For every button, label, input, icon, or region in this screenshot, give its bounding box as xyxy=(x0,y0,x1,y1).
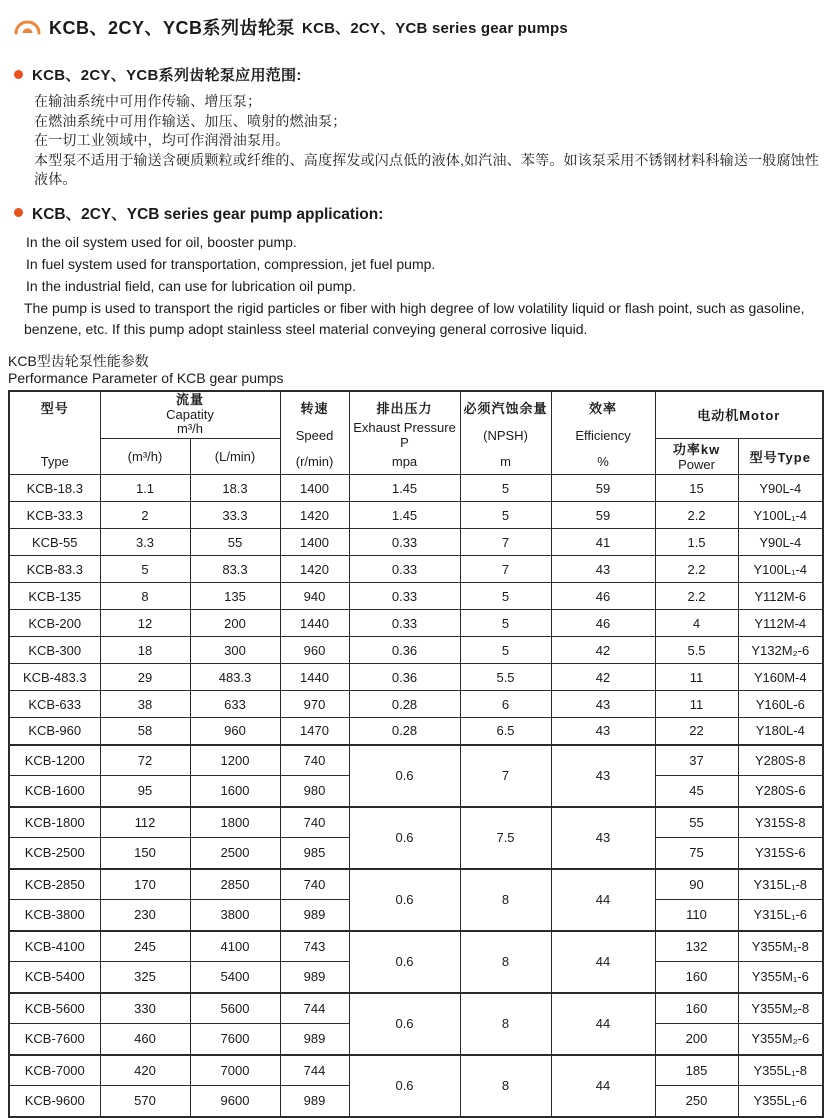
table-cell: 740 xyxy=(280,745,349,776)
motor-model-cell: Y355M₂-8 xyxy=(738,993,823,1024)
header-npsh-zh: 必须汽蚀余量 xyxy=(463,400,548,416)
table-row xyxy=(9,502,823,529)
motor-model-cell: Y355M₁-8 xyxy=(738,931,823,962)
header-motor xyxy=(655,391,823,439)
table-row xyxy=(9,664,823,691)
header-pressure-zh: 排出压力 xyxy=(376,400,433,416)
table-cell: 170 xyxy=(100,869,190,900)
table-row xyxy=(9,931,823,962)
pump-model-cell: KCB-1800 xyxy=(9,807,100,838)
table-cell: 7 xyxy=(460,529,551,556)
text-line: In the oil system used for oil, booster pump. xyxy=(26,233,297,250)
table-cell: 7 xyxy=(460,556,551,583)
bullet-icon xyxy=(14,70,23,79)
header-pressure xyxy=(349,391,460,475)
table-cell: 46 xyxy=(551,583,655,610)
shared-efficiency-cell: 44 xyxy=(551,1055,655,1117)
performance-table-head xyxy=(9,391,823,475)
table-row xyxy=(9,718,823,745)
shared-npsh-cell: 7.5 xyxy=(460,807,551,869)
table-cell: 1.1 xyxy=(100,475,190,502)
section-heading-zh-text: KCB、2CY、YCB系列齿轮泵应用范围: xyxy=(32,67,302,84)
table-cell: 72 xyxy=(100,745,190,776)
header-capacity-m3h-label: (m³/h) xyxy=(127,449,163,464)
page-title xyxy=(14,14,822,40)
application-section-zh xyxy=(8,64,822,190)
table-cell: 160 xyxy=(655,962,738,993)
table-cell: 3800 xyxy=(190,900,280,931)
pump-model-cell: KCB-33.3 xyxy=(9,502,100,529)
table-cell: 2.2 xyxy=(655,502,738,529)
table-cell: 38 xyxy=(100,691,190,718)
table-cell: 150 xyxy=(100,838,190,869)
header-capacity-lmin-label: (L/min) xyxy=(214,449,256,464)
header-capacity-m3h xyxy=(100,439,190,475)
table-cell: 7600 xyxy=(190,1024,280,1055)
pump-model-cell: KCB-2850 xyxy=(9,869,100,900)
table-cell: 940 xyxy=(280,583,349,610)
bullet-icon xyxy=(14,208,23,217)
shared-efficiency-cell: 43 xyxy=(551,745,655,807)
section-heading-zh xyxy=(14,64,822,85)
table-cell: 245 xyxy=(100,931,190,962)
table-cell: 325 xyxy=(100,962,190,993)
table-cell: 483.3 xyxy=(190,664,280,691)
motor-model-cell: Y90L-4 xyxy=(738,475,823,502)
table-cell: 633 xyxy=(190,691,280,718)
table-cell: 95 xyxy=(100,776,190,807)
table-cell: 250 xyxy=(655,1086,738,1117)
table-cell: 980 xyxy=(280,776,349,807)
motor-model-cell: Y112M-6 xyxy=(738,583,823,610)
table-title-zh: KCB型齿轮泵性能参数 xyxy=(8,352,149,369)
header-capacity-en: Capatity xyxy=(166,406,214,422)
table-cell: 110 xyxy=(655,900,738,931)
table-cell: 5.5 xyxy=(655,637,738,664)
table-cell: 45 xyxy=(655,776,738,807)
table-cell: 6.5 xyxy=(460,718,551,745)
pump-model-cell: KCB-300 xyxy=(9,637,100,664)
shared-npsh-cell: 7 xyxy=(460,745,551,807)
section-heading-en-text: KCB、2CY、YCB series gear pump application: xyxy=(32,205,384,223)
table-cell: 8 xyxy=(100,583,190,610)
motor-model-cell: Y315S-6 xyxy=(738,838,823,869)
motor-model-cell: Y90L-4 xyxy=(738,529,823,556)
table-cell: 112 xyxy=(100,807,190,838)
table-cell: 1.45 xyxy=(349,502,460,529)
motor-model-cell: Y280S-6 xyxy=(738,776,823,807)
table-cell: 985 xyxy=(280,838,349,869)
motor-model-cell: Y315S-8 xyxy=(738,807,823,838)
header-type-en: Type xyxy=(40,453,69,469)
table-cell: 46 xyxy=(551,610,655,637)
table-cell: 200 xyxy=(655,1024,738,1055)
header-motor-label: 电动机Motor xyxy=(697,408,781,424)
table-cell: 5 xyxy=(460,637,551,664)
motor-model-cell: Y280S-8 xyxy=(738,745,823,776)
shared-npsh-cell: 8 xyxy=(460,869,551,931)
motor-model-cell: Y100L₁-4 xyxy=(738,556,823,583)
table-cell: 6 xyxy=(460,691,551,718)
page-title-zh: KCB、2CY、YCB系列齿轮泵 xyxy=(49,18,296,38)
table-cell: 43 xyxy=(551,691,655,718)
motor-model-cell: Y100L₁-4 xyxy=(738,502,823,529)
table-row xyxy=(9,993,823,1024)
table-cell: 1600 xyxy=(190,776,280,807)
table-cell: 570 xyxy=(100,1086,190,1117)
application-lines-zh xyxy=(34,92,830,190)
table-row xyxy=(9,475,823,502)
pump-model-cell: KCB-83.3 xyxy=(9,556,100,583)
shared-pressure-cell: 0.6 xyxy=(349,745,460,807)
table-cell: 0.33 xyxy=(349,610,460,637)
performance-table-body xyxy=(9,475,823,1117)
shared-efficiency-cell: 44 xyxy=(551,931,655,993)
header-capacity-unit: m³/h xyxy=(177,421,203,436)
table-cell: 744 xyxy=(280,993,349,1024)
table-cell: 83.3 xyxy=(190,556,280,583)
table-row xyxy=(9,691,823,718)
motor-model-cell: Y112M-4 xyxy=(738,610,823,637)
header-speed xyxy=(280,391,349,475)
table-row xyxy=(9,869,823,900)
table-cell: 43 xyxy=(551,718,655,745)
table-row xyxy=(9,745,823,776)
shared-efficiency-cell: 44 xyxy=(551,869,655,931)
table-cell: 989 xyxy=(280,962,349,993)
arc-logo-icon xyxy=(14,19,41,35)
pump-model-cell: KCB-7000 xyxy=(9,1055,100,1086)
table-cell: 0.28 xyxy=(349,718,460,745)
table-title-en: Performance Parameter of KCB gear pumps xyxy=(8,369,284,386)
pump-model-cell: KCB-18.3 xyxy=(9,475,100,502)
table-cell: 740 xyxy=(280,807,349,838)
table-cell: 743 xyxy=(280,931,349,962)
table-cell: 4100 xyxy=(190,931,280,962)
table-cell: 160 xyxy=(655,993,738,1024)
table-cell: 5 xyxy=(460,502,551,529)
header-npsh-unit: m xyxy=(500,453,511,469)
shared-npsh-cell: 8 xyxy=(460,931,551,993)
table-cell: 1800 xyxy=(190,807,280,838)
table-row xyxy=(9,610,823,637)
motor-model-cell: Y315L₁-6 xyxy=(738,900,823,931)
pump-model-cell: KCB-200 xyxy=(9,610,100,637)
table-cell: 2 xyxy=(100,502,190,529)
table-cell: 300 xyxy=(190,637,280,664)
table-cell: 7000 xyxy=(190,1055,280,1086)
table-cell: 12 xyxy=(100,610,190,637)
table-cell: 43 xyxy=(551,556,655,583)
text-line: 在燃油系统中可用作输送、加压、喷射的燃油泵； xyxy=(34,112,347,129)
table-cell: 5.5 xyxy=(460,664,551,691)
header-motor-type xyxy=(738,439,823,475)
table-cell: 2850 xyxy=(190,869,280,900)
table-cell: 37 xyxy=(655,745,738,776)
table-cell: 230 xyxy=(100,900,190,931)
table-cell: 0.33 xyxy=(349,556,460,583)
header-efficiency xyxy=(551,391,655,475)
header-power-en: Power xyxy=(678,456,715,472)
table-cell: 5600 xyxy=(190,993,280,1024)
table-cell: 460 xyxy=(100,1024,190,1055)
pump-model-cell: KCB-483.3 xyxy=(9,664,100,691)
table-cell: 59 xyxy=(551,475,655,502)
table-cell: 0.33 xyxy=(349,529,460,556)
table-cell: 185 xyxy=(655,1055,738,1086)
motor-model-cell: Y355L₁-6 xyxy=(738,1086,823,1117)
motor-model-cell: Y132M₂-6 xyxy=(738,637,823,664)
header-power-zh: 功率kw xyxy=(672,441,721,457)
pump-model-cell: KCB-5400 xyxy=(9,962,100,993)
table-cell: 330 xyxy=(100,993,190,1024)
header-capacity xyxy=(100,391,280,439)
header-capacity-lmin xyxy=(190,439,280,475)
header-motor-type-label: 型号Type xyxy=(749,450,811,465)
motor-model-cell: Y160L-6 xyxy=(738,691,823,718)
table-cell: 989 xyxy=(280,900,349,931)
motor-model-cell: Y355L₁-8 xyxy=(738,1055,823,1086)
text-line: In the industrial field, can use for lubrication oil pump. xyxy=(26,277,356,294)
table-cell: 0.28 xyxy=(349,691,460,718)
table-row xyxy=(9,556,823,583)
header-efficiency-zh: 效率 xyxy=(589,400,618,416)
table-cell: 41 xyxy=(551,529,655,556)
table-cell: 1420 xyxy=(280,502,349,529)
table-cell: 960 xyxy=(190,718,280,745)
table-cell: 2.2 xyxy=(655,556,738,583)
table-row xyxy=(9,807,823,838)
table-cell: 5 xyxy=(460,583,551,610)
table-cell: 1440 xyxy=(280,664,349,691)
header-npsh-en: (NPSH) xyxy=(483,427,528,443)
shared-npsh-cell: 8 xyxy=(460,1055,551,1117)
table-cell: 970 xyxy=(280,691,349,718)
table-cell: 90 xyxy=(655,869,738,900)
table-cell: 744 xyxy=(280,1055,349,1086)
motor-model-cell: Y180L-4 xyxy=(738,718,823,745)
pump-model-cell: KCB-1200 xyxy=(9,745,100,776)
text-line: 在输油系统中可用作传输、增压泵； xyxy=(34,93,262,109)
table-cell: 989 xyxy=(280,1086,349,1117)
table-cell: 75 xyxy=(655,838,738,869)
table-cell: 200 xyxy=(190,610,280,637)
text-line: In fuel system used for transportation, compression, jet fuel pump. xyxy=(26,255,436,272)
pump-model-cell: KCB-960 xyxy=(9,718,100,745)
table-cell: 5400 xyxy=(190,962,280,993)
table-cell: 135 xyxy=(190,583,280,610)
text-line: 本型泵不适用于输送含硬质颗粒或纤维的、高度挥发或闪点低的液体,如汽油、苯等。如该泵采用不锈钢材料科输送一般腐蚀性液体。 xyxy=(34,151,820,187)
table-cell: 132 xyxy=(655,931,738,962)
motor-model-cell: Y355M₁-6 xyxy=(738,962,823,993)
table-cell: 1420 xyxy=(280,556,349,583)
motor-model-cell: Y160M-4 xyxy=(738,664,823,691)
header-pressure-en: Exhaust Pressure P xyxy=(353,420,456,451)
shared-pressure-cell: 0.6 xyxy=(349,931,460,993)
pump-model-cell: KCB-2500 xyxy=(9,838,100,869)
table-cell: 11 xyxy=(655,664,738,691)
header-speed-unit: (r/min) xyxy=(295,453,334,469)
pump-model-cell: KCB-3800 xyxy=(9,900,100,931)
text-paragraph: The pump is used to transport the rigid particles or fiber with high degree of low volatility liquid or flash point, such as gasoline, benzene, etc. If this pump adopt stainless steel material conveying general corrosive liquid. xyxy=(24,299,805,337)
header-pressure-unit: mpa xyxy=(391,453,418,469)
text-line: 在一切工业领域中，均可作润滑油泵用。 xyxy=(34,132,290,148)
table-header-row xyxy=(9,391,823,439)
pump-model-cell: KCB-55 xyxy=(9,529,100,556)
table-cell: 55 xyxy=(655,807,738,838)
header-type-zh: 型号 xyxy=(40,400,69,416)
table-row xyxy=(9,529,823,556)
table-cell: 9600 xyxy=(190,1086,280,1117)
header-capacity-zh: 流量 xyxy=(176,392,205,407)
shared-npsh-cell: 8 xyxy=(460,993,551,1055)
table-row xyxy=(9,583,823,610)
header-speed-zh: 转速 xyxy=(300,400,329,416)
pump-model-cell: KCB-1600 xyxy=(9,776,100,807)
table-cell: 18.3 xyxy=(190,475,280,502)
table-cell: 1200 xyxy=(190,745,280,776)
application-section-en xyxy=(8,202,822,340)
table-cell: 15 xyxy=(655,475,738,502)
shared-pressure-cell: 0.6 xyxy=(349,1055,460,1117)
table-cell: 1470 xyxy=(280,718,349,745)
table-cell: 5 xyxy=(460,610,551,637)
pump-model-cell: KCB-5600 xyxy=(9,993,100,1024)
table-cell: 740 xyxy=(280,869,349,900)
header-npsh xyxy=(460,391,551,475)
table-cell: 1.5 xyxy=(655,529,738,556)
table-cell: 42 xyxy=(551,664,655,691)
table-row xyxy=(9,637,823,664)
header-efficiency-unit: % xyxy=(597,453,609,469)
table-cell: 11 xyxy=(655,691,738,718)
table-cell: 1400 xyxy=(280,475,349,502)
table-cell: 0.33 xyxy=(349,583,460,610)
shared-pressure-cell: 0.6 xyxy=(349,993,460,1055)
table-cell: 2500 xyxy=(190,838,280,869)
table-cell: 59 xyxy=(551,502,655,529)
table-cell: 989 xyxy=(280,1024,349,1055)
motor-model-cell: Y355M₂-6 xyxy=(738,1024,823,1055)
table-cell: 2.2 xyxy=(655,583,738,610)
table-cell: 55 xyxy=(190,529,280,556)
pump-model-cell: KCB-135 xyxy=(9,583,100,610)
table-row xyxy=(9,1055,823,1086)
table-cell: 960 xyxy=(280,637,349,664)
header-speed-en: Speed xyxy=(295,427,334,443)
table-cell: 4 xyxy=(655,610,738,637)
page-title-en: KCB、2CY、YCB series gear pumps xyxy=(302,19,568,37)
table-cell: 420 xyxy=(100,1055,190,1086)
pump-model-cell: KCB-633 xyxy=(9,691,100,718)
table-cell: 0.36 xyxy=(349,637,460,664)
table-cell: 22 xyxy=(655,718,738,745)
table-cell: 1.45 xyxy=(349,475,460,502)
shared-pressure-cell: 0.6 xyxy=(349,869,460,931)
motor-model-cell: Y315L₁-8 xyxy=(738,869,823,900)
shared-efficiency-cell: 44 xyxy=(551,993,655,1055)
table-cell: 5 xyxy=(460,475,551,502)
table-cell: 1400 xyxy=(280,529,349,556)
performance-table xyxy=(8,390,824,1118)
table-cell: 58 xyxy=(100,718,190,745)
table-cell: 1440 xyxy=(280,610,349,637)
table-cell: 18 xyxy=(100,637,190,664)
table-cell: 33.3 xyxy=(190,502,280,529)
pump-model-cell: KCB-4100 xyxy=(9,931,100,962)
header-type xyxy=(9,391,100,475)
pump-model-cell: KCB-9600 xyxy=(9,1086,100,1117)
shared-pressure-cell: 0.6 xyxy=(349,807,460,869)
header-power xyxy=(655,439,738,475)
section-heading-en xyxy=(14,202,822,224)
table-cell: 0.36 xyxy=(349,664,460,691)
table-cell: 3.3 xyxy=(100,529,190,556)
header-efficiency-en: Efficiency xyxy=(575,427,631,443)
table-cell: 42 xyxy=(551,637,655,664)
shared-efficiency-cell: 43 xyxy=(551,807,655,869)
pump-model-cell: KCB-7600 xyxy=(9,1024,100,1055)
table-cell: 5 xyxy=(100,556,190,583)
table-cell: 29 xyxy=(100,664,190,691)
table-titles xyxy=(8,353,822,387)
